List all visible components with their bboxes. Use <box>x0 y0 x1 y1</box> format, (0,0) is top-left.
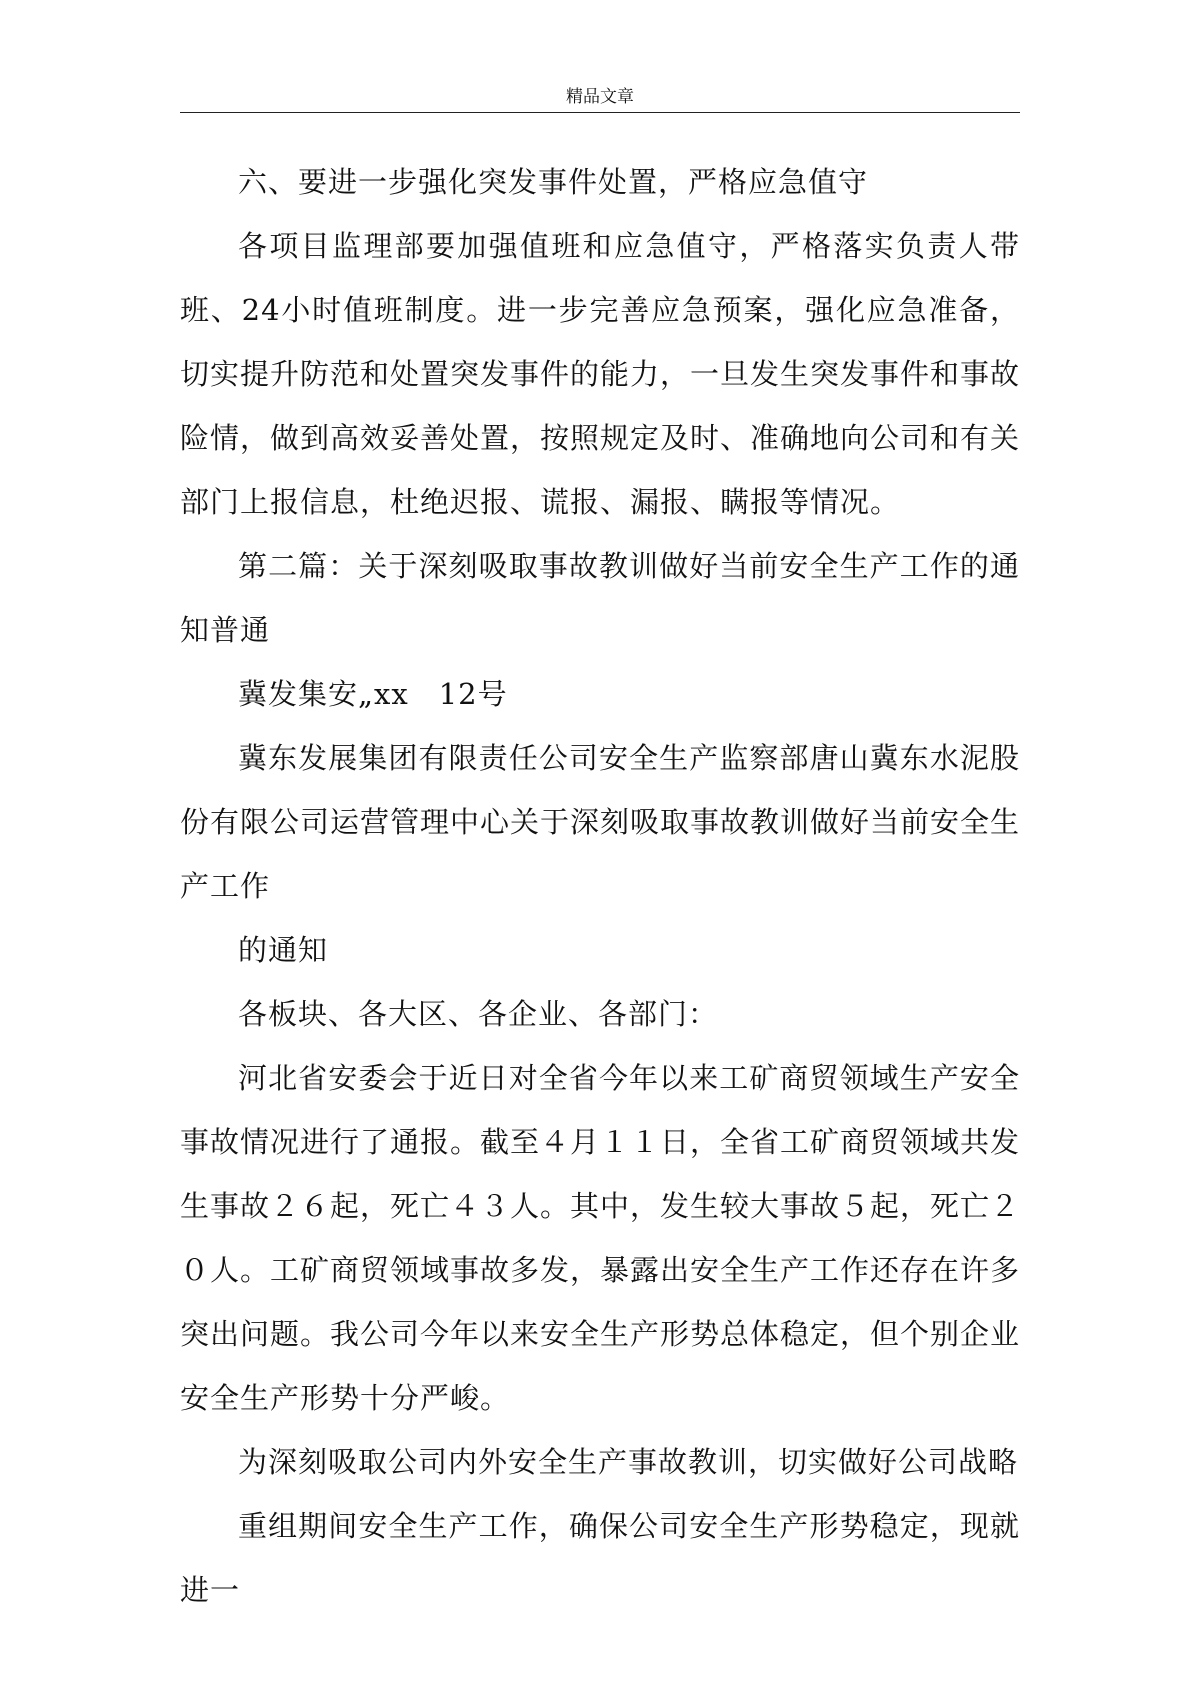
page-header <box>180 84 1020 113</box>
header-title: 精品文章 <box>566 87 634 107</box>
paragraph-purpose-line2: 重组期间安全生产工作，确保公司安全生产形势稳定，现就进一 <box>180 1509 1020 1607</box>
notice-title-end: 的通知 <box>238 933 329 967</box>
section-heading-six: 六、要进一步强化突发事件处置，严格应急值守 <box>238 165 869 199</box>
paragraph-accident-report: 河北省安委会于近日对全省今年以来工矿商贸领域生产安全事故情况进行了通报。截至４月１１日，全省工矿商贸领域共发生事故２６起，死亡４３人。其中，发生较大事故５起，死亡２０人。工矿商贸领域事故多发，暴露出安全生产工作还存在许多突出问题。我公司今年以来安全生产形势总体稳定，但个别企业安全生产形势十分严峻。 <box>180 1061 1021 1415</box>
document-number: 冀发集安„xx 12号 <box>238 677 508 711</box>
paragraph-duty-requirements: 各项目监理部要加强值班和应急值守，严格落实负责人带班、24小时值班制度。进一步完善应急预案，强化应急准备，切实提升防范和处置突发事件的能力，一旦发生突发事件和事故险情，做到高效妥善处置，按照规定及时、准确地向公司和有关部门上报信息，杜绝迟报、谎报、漏报、瞒报等情况。 <box>180 229 1021 519</box>
addressees: 各板块、各大区、各企业、各部门： <box>238 997 719 1031</box>
notice-issuer-title: 冀东发展集团有限责任公司安全生产监察部唐山冀东水泥股份有限公司运营管理中心关于深刻吸取事故教训做好当前安全生产工作 <box>180 741 1021 903</box>
second-article-title: 第二篇：关于深刻吸取事故教训做好当前安全生产工作的通知普通 <box>180 549 1020 647</box>
document-body <box>180 150 1020 1622</box>
paragraph-purpose-line1: 为深刻吸取公司内外安全生产事故教训，切实做好公司战略 <box>238 1445 1019 1479</box>
